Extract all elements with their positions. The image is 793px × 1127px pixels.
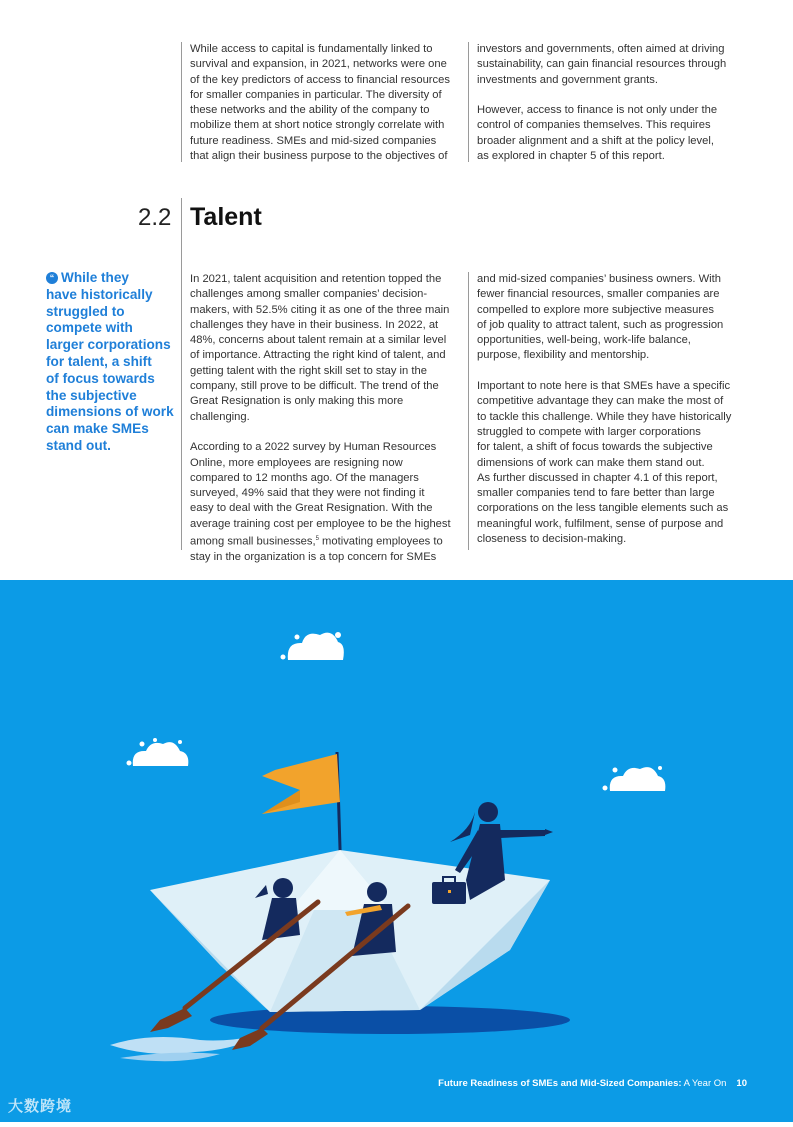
body-left-paragraph-2 — [190, 440, 465, 565]
body-right-rule — [468, 272, 469, 550]
watermark-logo: 大数跨境 — [8, 1098, 73, 1115]
footer-title-bold: Future Readiness of SMEs and Mid-Sized Companies: — [438, 1078, 682, 1089]
section-number: 2.2 — [138, 204, 172, 231]
illustration-svg — [0, 580, 793, 1122]
paper-boat-illustration — [0, 580, 793, 1122]
top-right-column — [477, 42, 757, 164]
body-left-paragraph-2-b: motivating employees to stay in the organization is a top concern for SMEs — [190, 535, 443, 564]
oar-blade — [150, 1008, 192, 1032]
top-left-column — [190, 42, 465, 164]
body-right-paragraph-1: and mid-sized companies’ business owners. With fewer financial resources, smaller companies are compelled to explore more subjective measures of job quality to attract talent, such as progression opportunities, well-being, work-life balance, purpose, flexibility and mentorship. — [477, 273, 724, 362]
top-left-rule — [181, 42, 182, 162]
body-left-paragraph-1: In 2021, talent acquisition and retention topped the challenges among smaller companies’ decision- makers, with 52.5% citing it as one of the three main challenges they have in their business. In 2022, at 48%, concerns about talent remain at a similar level of importance. Attracting the right kind of talent, and getting talent with the right skill set to stay in the company, still prove to be difficult. The trend of the Great Resignation is only making this more challenging. — [190, 273, 450, 423]
section-title: Talent — [190, 203, 262, 231]
page-footer — [438, 1078, 747, 1089]
footnote-ref[interactable]: 5 — [315, 536, 319, 543]
flag — [262, 754, 340, 814]
quote-icon: “ — [46, 272, 58, 284]
cloud-icon — [281, 632, 344, 660]
pull-quote-text: While they have historically struggled to compete with larger corporations for talent, a shift of focus towards the subjective dimensions of work can make SMEs stand out. — [46, 270, 174, 453]
cloud-icon — [127, 738, 189, 766]
cloud-icon — [603, 766, 666, 791]
body-left-paragraph-2-a: According to a 2022 survey by Human Resources Online, more employees are resigning now compared to 12 months ago. Of the managers surveyed, 49% said that they were not finding it easy to deal with the Great Resignation. With the average training cost per employee to be the highest among small businesses, — [190, 441, 451, 548]
body-right-column — [477, 272, 757, 547]
pull-quote — [46, 270, 174, 455]
section-heading-rule — [181, 198, 182, 550]
body-left-column — [190, 272, 465, 565]
top-right-paragraph-1: investors and governments, often aimed at driving sustainability, can gain financial resources through investments and government grants. — [477, 43, 727, 86]
top-right-paragraph-2: However, access to finance is not only under the control of companies themselves. This requires broader alignment and a shift at the policy level, as explored in chapter 5 of this report. — [477, 104, 718, 163]
top-right-rule — [468, 42, 469, 162]
top-left-paragraph: While access to capital is fundamentally linked to survival and expansion, in 2021, networks were one of the key predictors of access to financial resources for smaller companies in particular. The diversity of these networks and the ability of the company to mobilize them at short notice strongly correlate with future readiness. SMEs and mid-sized companies that align their business purpose to the objectives of — [190, 43, 450, 163]
page-number: 10 — [736, 1078, 747, 1089]
footer-title-rest: A Year On — [681, 1078, 727, 1089]
body-right-paragraph-2: Important to note here is that SMEs have a specific competitive advantage they can make the most of to tackle this challenge. While they have historically struggled to compete with larger corporations for talent, a shift of focus towards the subjective dimensions of work can make them stand out. As further discussed in chapter 4.1 of this report, smaller companies tend to fare better than large corporations on the less tangible elements such as meaningful work, fulfilment, sense of purpose and closeness to decision-making. — [477, 380, 732, 546]
